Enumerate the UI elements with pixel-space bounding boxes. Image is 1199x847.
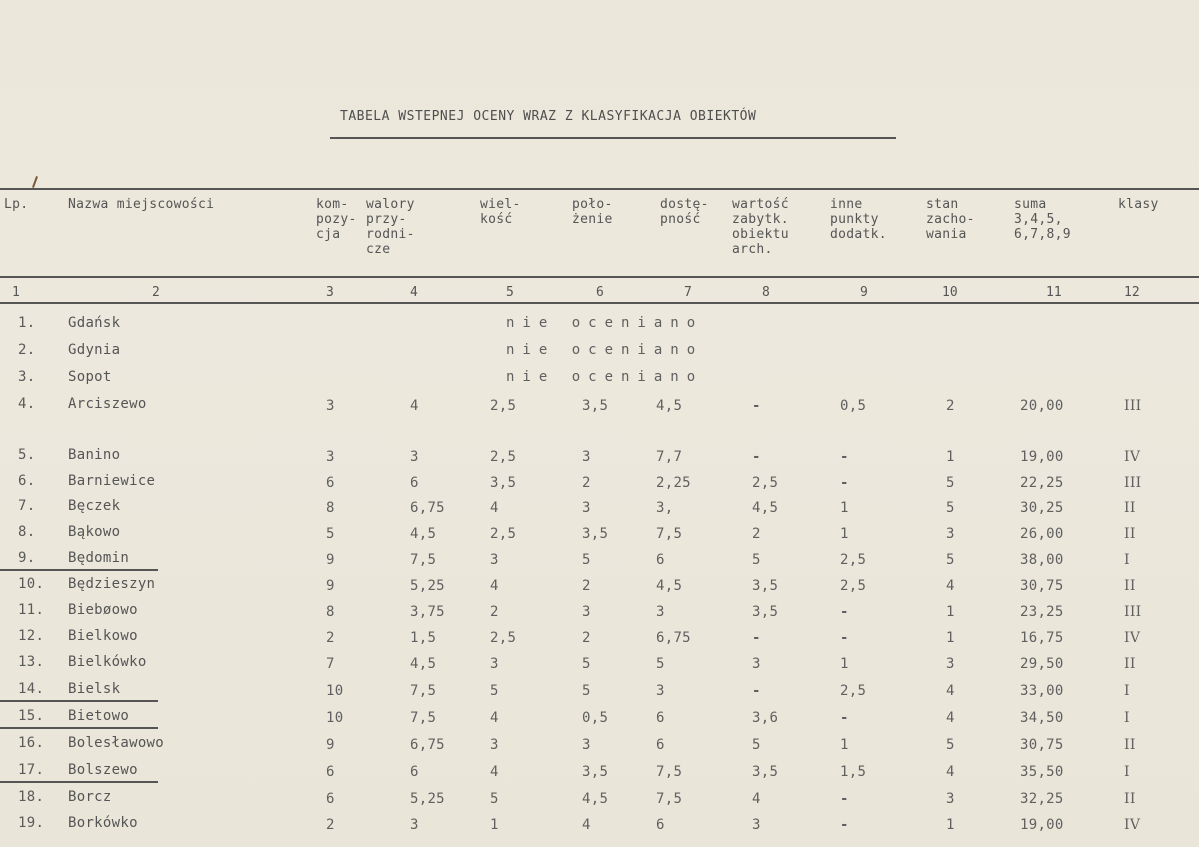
table-cell: 8: [326, 500, 335, 516]
table-cell: 7: [326, 656, 335, 672]
locality-name: Barniewice: [68, 473, 156, 489]
not-rated-note: nie oceniano: [506, 369, 704, 385]
table-cell: 38,00: [1020, 552, 1064, 568]
table-cell: -: [752, 683, 761, 699]
column-header-c9: inne punkty dodatk.: [830, 197, 887, 242]
header-top-rule: [0, 188, 1199, 190]
table-cell: 3,75: [410, 604, 445, 620]
class-i-underline: [0, 569, 158, 571]
table-cell: 5: [326, 526, 335, 542]
table-cell: 3: [410, 449, 419, 465]
column-header-c4: walory przy- rodni- cze: [366, 197, 415, 257]
table-cell: 2: [582, 475, 591, 491]
column-number: 5: [506, 285, 514, 300]
row-number: 17.: [18, 762, 45, 778]
table-cell: 5: [946, 552, 955, 568]
table-cell: 3,: [656, 500, 674, 516]
locality-name: Gdynia: [68, 342, 121, 358]
table-cell: 10: [326, 683, 344, 699]
table-cell: 3: [326, 398, 335, 414]
locality-name: Bielkowo: [68, 628, 138, 644]
row-number: 16.: [18, 735, 45, 751]
column-header-c10: stan zacho- wania: [926, 197, 975, 242]
locality-name: Banino: [68, 447, 121, 463]
class-i-underline: [0, 700, 158, 702]
table-cell: 4,5: [752, 500, 779, 516]
table-cell: 6: [326, 791, 335, 807]
table-cell: 3: [946, 526, 955, 542]
table-cell: 2: [490, 604, 499, 620]
table-cell: 3,6: [752, 710, 779, 726]
table-cell: -: [752, 398, 761, 414]
table-cell: 7,5: [656, 791, 683, 807]
table-cell: II: [1124, 656, 1136, 672]
table-cell: -: [840, 449, 849, 465]
table-cell: 1: [946, 604, 955, 620]
table-cell: 4,5: [410, 526, 437, 542]
not-rated-note: nie oceniano: [506, 315, 704, 331]
locality-name: Będomin: [68, 550, 130, 566]
not-rated-note: nie oceniano: [506, 342, 704, 358]
locality-name: Biebøowo: [68, 602, 138, 618]
table-cell: 3: [946, 791, 955, 807]
table-cell: 4: [490, 710, 499, 726]
table-cell: 8: [326, 604, 335, 620]
table-cell: 9: [326, 578, 335, 594]
table-cell: 22,25: [1020, 475, 1064, 491]
table-cell: 4,5: [656, 398, 683, 414]
table-cell: -: [752, 630, 761, 646]
table-cell: 4: [946, 683, 955, 699]
table-cell: 10: [326, 710, 344, 726]
table-cell: 30,75: [1020, 737, 1064, 753]
column-header-c8: wartość zabytk. obiektu arch.: [732, 197, 789, 257]
row-number: 2.: [18, 342, 36, 358]
locality-name: Gdańsk: [68, 315, 121, 331]
table-cell: 1: [490, 817, 499, 833]
table-cell: 5: [656, 656, 665, 672]
table-cell: 2,5: [840, 552, 867, 568]
table-cell: 3,5: [490, 475, 517, 491]
table-cell: 1: [840, 656, 849, 672]
locality-name: Arciszewo: [68, 396, 147, 412]
table-cell: 3: [582, 604, 591, 620]
row-number: 8.: [18, 524, 36, 540]
table-cell: 5: [752, 552, 761, 568]
row-number: 13.: [18, 654, 45, 670]
table-cell: 4: [946, 710, 955, 726]
table-cell: 5: [946, 737, 955, 753]
row-number: 5.: [18, 447, 36, 463]
column-number: 2: [152, 285, 160, 300]
table-cell: -: [840, 817, 849, 833]
table-cell: 3: [490, 552, 499, 568]
column-header-lp: Lp.: [4, 197, 29, 212]
locality-name: Bielkówko: [68, 654, 147, 670]
column-header-c12: klasy: [1118, 197, 1159, 212]
row-number: 1.: [18, 315, 36, 331]
table-cell: 4: [946, 578, 955, 594]
column-header-c7: dostę- pność: [660, 197, 709, 227]
table-cell: 6: [656, 737, 665, 753]
column-number-rule: [0, 302, 1199, 304]
table-cell: IV: [1124, 449, 1141, 465]
row-number: 4.: [18, 396, 36, 412]
table-cell: 5: [490, 683, 499, 699]
table-cell: 29,50: [1020, 656, 1064, 672]
locality-name: Bolesławowo: [68, 735, 165, 751]
table-cell: 2,5: [840, 578, 867, 594]
table-cell: 7,5: [410, 710, 437, 726]
table-cell: 4: [490, 500, 499, 516]
table-cell: 1: [946, 449, 955, 465]
table-cell: 3: [490, 737, 499, 753]
table-cell: 34,50: [1020, 710, 1064, 726]
row-number: 3.: [18, 369, 36, 385]
locality-name: Bietowo: [68, 708, 130, 724]
table-cell: 2,5: [752, 475, 779, 491]
table-cell: 0,5: [840, 398, 867, 414]
row-number: 7.: [18, 498, 36, 514]
table-cell: 2,5: [490, 398, 517, 414]
table-cell: 3: [752, 656, 761, 672]
row-number: 19.: [18, 815, 45, 831]
table-cell: 5,25: [410, 578, 445, 594]
table-cell: 5: [490, 791, 499, 807]
table-cell: 6: [656, 817, 665, 833]
table-cell: 5: [582, 683, 591, 699]
column-number: 3: [326, 285, 334, 300]
table-cell: IV: [1124, 817, 1141, 833]
table-cell: 1: [840, 737, 849, 753]
table-cell: I: [1124, 710, 1130, 726]
table-cell: I: [1124, 764, 1130, 780]
row-number: 14.: [18, 681, 45, 697]
column-number: 4: [410, 285, 418, 300]
table-cell: 6: [656, 552, 665, 568]
table-cell: 2: [946, 398, 955, 414]
locality-name: Bąkowo: [68, 524, 121, 540]
column-header-c3: kom- pozy- cja: [316, 197, 357, 242]
table-cell: II: [1124, 791, 1136, 807]
table-cell: 7,5: [410, 683, 437, 699]
table-cell: 4: [946, 764, 955, 780]
column-header-c5: wiel- kość: [480, 197, 521, 227]
row-number: 6.: [18, 473, 36, 489]
table-cell: 3: [946, 656, 955, 672]
table-cell: 2: [326, 817, 335, 833]
table-cell: 5,25: [410, 791, 445, 807]
column-number: 8: [762, 285, 770, 300]
table-cell: 1: [946, 630, 955, 646]
table-cell: 4: [410, 398, 419, 414]
table-cell: 9: [326, 737, 335, 753]
table-cell: II: [1124, 737, 1136, 753]
table-cell: II: [1124, 500, 1136, 516]
row-number: 11.: [18, 602, 45, 618]
table-cell: IV: [1124, 630, 1141, 646]
table-cell: 7,5: [656, 764, 683, 780]
table-cell: 4,5: [582, 791, 609, 807]
table-cell: 5: [946, 475, 955, 491]
table-cell: -: [840, 475, 849, 491]
table-cell: 5: [946, 500, 955, 516]
table-cell: 4,5: [656, 578, 683, 594]
table-cell: III: [1124, 475, 1142, 491]
table-cell: 4: [582, 817, 591, 833]
row-number: 15.: [18, 708, 45, 724]
table-cell: I: [1124, 552, 1130, 568]
header-bottom-rule: [0, 276, 1199, 278]
table-cell: 6,75: [410, 500, 445, 516]
table-cell: -: [752, 449, 761, 465]
table-cell: -: [840, 630, 849, 646]
row-number: 12.: [18, 628, 45, 644]
locality-name: Będzieszyn: [68, 576, 156, 592]
table-cell: 19,00: [1020, 817, 1064, 833]
table-cell: 3,5: [752, 764, 779, 780]
table-cell: -: [840, 710, 849, 726]
table-cell: 3,5: [752, 604, 779, 620]
table-cell: 9: [326, 552, 335, 568]
column-header-c6: poło- żenie: [572, 197, 613, 227]
row-number: 18.: [18, 789, 45, 805]
column-number: 12: [1124, 285, 1140, 300]
table-cell: 3: [656, 683, 665, 699]
table-cell: 2,5: [840, 683, 867, 699]
table-cell: 6: [656, 710, 665, 726]
table-cell: 2: [752, 526, 761, 542]
table-cell: 3: [656, 604, 665, 620]
table-cell: 0,5: [582, 710, 609, 726]
locality-name: Bielsk: [68, 681, 121, 697]
table-cell: 16,75: [1020, 630, 1064, 646]
table-cell: 1: [840, 500, 849, 516]
table-cell: 3: [582, 500, 591, 516]
table-cell: 30,75: [1020, 578, 1064, 594]
column-number: 6: [596, 285, 604, 300]
table-cell: 19,00: [1020, 449, 1064, 465]
table-cell: -: [840, 791, 849, 807]
table-cell: II: [1124, 578, 1136, 594]
table-cell: 2,5: [490, 526, 517, 542]
table-cell: 6: [326, 764, 335, 780]
table-cell: 7,7: [656, 449, 683, 465]
table-cell: 7,5: [656, 526, 683, 542]
document-title: TABELA WSTEPNEJ OCENY WRAZ Z KLASYFIKACJA OBIEKTÓW: [340, 109, 757, 124]
table-cell: 3: [582, 737, 591, 753]
table-cell: 4: [752, 791, 761, 807]
table-cell: 2: [326, 630, 335, 646]
table-cell: 1,5: [840, 764, 867, 780]
table-cell: III: [1124, 604, 1142, 620]
table-cell: 4: [490, 578, 499, 594]
table-cell: 33,00: [1020, 683, 1064, 699]
table-cell: 3: [490, 656, 499, 672]
table-cell: 4: [490, 764, 499, 780]
table-cell: 5: [582, 656, 591, 672]
table-cell: 3: [582, 449, 591, 465]
table-cell: 3,5: [752, 578, 779, 594]
class-i-underline: [0, 781, 158, 783]
table-cell: 32,25: [1020, 791, 1064, 807]
table-cell: 3: [326, 449, 335, 465]
locality-name: Borkówko: [68, 815, 138, 831]
table-cell: 2,25: [656, 475, 691, 491]
table-cell: 35,50: [1020, 764, 1064, 780]
locality-name: Bolszewo: [68, 762, 138, 778]
table-cell: 2,5: [490, 630, 517, 646]
table-cell: II: [1124, 526, 1136, 542]
table-cell: 3,5: [582, 398, 609, 414]
table-cell: 5: [582, 552, 591, 568]
table-cell: 5: [752, 737, 761, 753]
table-cell: 30,25: [1020, 500, 1064, 516]
table-cell: 1,5: [410, 630, 437, 646]
row-number: 9.: [18, 550, 36, 566]
locality-name: Sopot: [68, 369, 112, 385]
table-cell: 6: [326, 475, 335, 491]
column-number: 7: [684, 285, 692, 300]
column-header-c11: suma 3,4,5, 6,7,8,9: [1014, 197, 1071, 242]
column-number: 1: [12, 285, 20, 300]
table-cell: 26,00: [1020, 526, 1064, 542]
table-cell: 2: [582, 578, 591, 594]
table-cell: 6,75: [410, 737, 445, 753]
table-cell: 3,5: [582, 764, 609, 780]
table-cell: -: [840, 604, 849, 620]
table-cell: 6: [410, 764, 419, 780]
table-cell: 3,5: [582, 526, 609, 542]
table-cell: 20,00: [1020, 398, 1064, 414]
table-cell: I: [1124, 683, 1130, 699]
table-cell: 2,5: [490, 449, 517, 465]
table-cell: 4,5: [410, 656, 437, 672]
column-header-name: Nazwa miejscowości: [68, 197, 215, 212]
class-i-underline: [0, 727, 158, 729]
table-cell: 1: [840, 526, 849, 542]
column-number: 10: [942, 285, 958, 300]
table-cell: III: [1124, 398, 1142, 414]
column-number: 9: [860, 285, 868, 300]
table-cell: 7,5: [410, 552, 437, 568]
table-cell: 23,25: [1020, 604, 1064, 620]
table-cell: 6: [410, 475, 419, 491]
row-number: 10.: [18, 576, 45, 592]
table-cell: 2: [582, 630, 591, 646]
table-cell: 3: [410, 817, 419, 833]
locality-name: Borcz: [68, 789, 112, 805]
locality-name: Bęczek: [68, 498, 121, 514]
table-cell: 3: [752, 817, 761, 833]
table-cell: 1: [946, 817, 955, 833]
title-underline: [330, 137, 896, 139]
column-number: 11: [1046, 285, 1062, 300]
table-cell: 6,75: [656, 630, 691, 646]
